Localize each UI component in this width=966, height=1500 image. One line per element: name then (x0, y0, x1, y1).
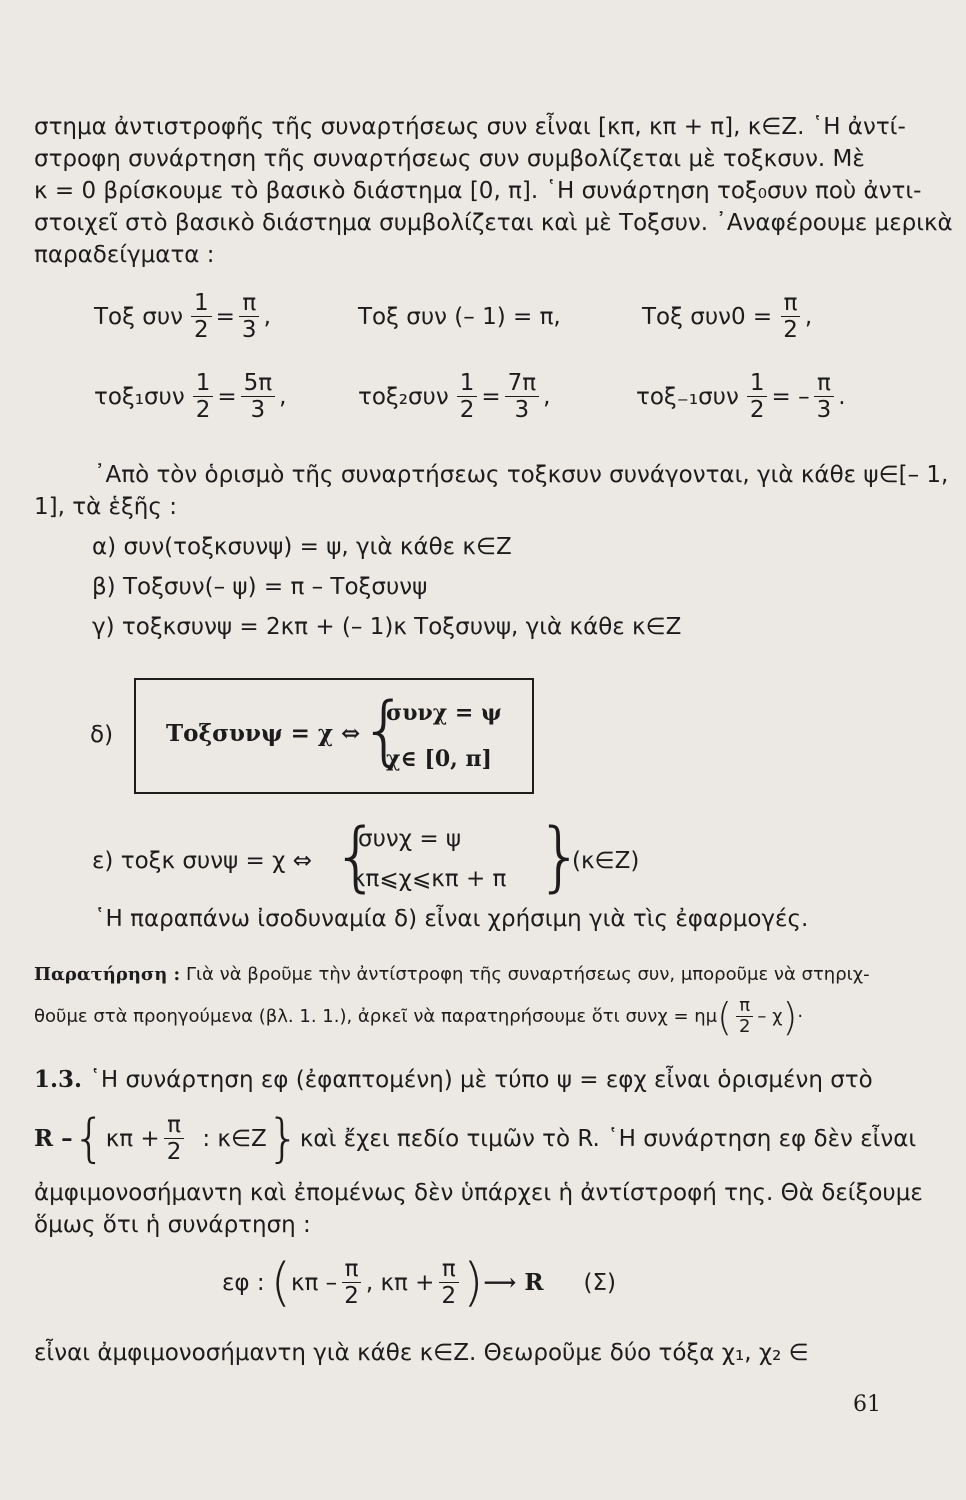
remark-line-1: Παρατήρηση : Γιὰ νὰ βροῦμε τὴν ἀντίστροφη τῆς συναρτήσεως συν, μποροῦμε νὰ στηριχ- (34, 964, 870, 985)
fraction: $\frac{\pi}{3}$ (239, 290, 260, 343)
intro-line-2: στροφη συνάρτηση τῆς συναρτήσεως συν συμβολίζεται μὲ τοξκσυν. Μὲ (34, 146, 865, 172)
example-tox2: τοξ₂συν $\frac{1}{2}$ = $\frac{7\pi}{3}$ , (358, 370, 551, 423)
boxed-lhs: Τοξσυνψ = χ ⇔ (166, 720, 361, 747)
fraction: $\frac{7\pi}{3}$ (505, 370, 539, 423)
epsilon-tag: (κ∈Z) (572, 848, 640, 874)
section-number: 1.3. (34, 1066, 83, 1093)
section-line-4: ὅμως ὅτι ἡ συνάρτηση : (34, 1212, 311, 1238)
boxed-condition-bottom: χ∈ [0, π] (386, 746, 492, 772)
fraction: $\frac{1}{2}$ (191, 290, 212, 343)
intro-line-5: παραδείγματα : (34, 242, 215, 268)
section-domain-line: R – { κπ + $\frac{\pi}{2}$ : κ∈Z } καὶ ἔχει πεδίο τιμῶν τὸ R. ῾Η συνάρτηση εφ δὲν εἶναι (34, 1108, 917, 1169)
right-brace-icon: } (536, 811, 585, 900)
property-c: γ) τοξκσυνψ = 2κπ + (– 1)κ Τοξσυνψ, γιὰ κάθε κ∈Z (92, 614, 682, 640)
property-a: α) συν(τοξκσυνψ) = ψ, γιὰ κάθε κ∈Z (92, 534, 512, 560)
fraction: $\frac{\pi}{2}$ (164, 1112, 185, 1165)
intro-line-1: στημα ἀντιστροφῆς τῆς συναρτήσεως συν εἶναι [κπ, κπ + π], κ∈Z. ῾Η ἀντί- (34, 114, 906, 140)
epsilon-condition-top: συνχ = ψ (358, 826, 462, 852)
intro-line-3: κ = 0 βρίσκουμε τὸ βασικὸ διάστημα [0, π]. ῾Η συνάρτηση τοξ₀συν ποὺ ἀντι- (34, 178, 922, 204)
boxed-condition-top: συνχ = ψ (386, 700, 502, 726)
fraction: $\frac{\pi}{3}$ (814, 370, 835, 423)
section-line-5: εἶναι ἀμφιμονοσήμαντη γιὰ κάθε κ∈Z. Θεωροῦμε δύο τόξα χ₁, χ₂ ∈ (34, 1340, 809, 1366)
boxed-label: δ) (90, 722, 114, 748)
intro-line-4: στοιχεῖ στὸ βασικὸ διάστημα συμβολίζεται καὶ μὲ Τοξσυν. ᾿Αναφέρουμε μερικὰ (34, 210, 953, 236)
remark-label: Παρατήρηση : (34, 964, 181, 985)
example-arccos-minus-one: Τοξ συν (– 1) = π, (358, 304, 561, 330)
fraction: $\frac{\pi}{2}$ (341, 1256, 362, 1309)
section-line-1: 1.3. ῾Η συνάρτηση εφ (ἐφαπτομένη) μὲ τύπο ψ = εφχ εἶναι ὁρισμένη στὸ (34, 1066, 873, 1093)
fraction: $\frac{1}{2}$ (193, 370, 214, 423)
section-line-3: ἀμφιμονοσήμαντη καὶ ἐπομένως δὲν ὑπάρχει ἡ ἀντίστροφή της. Θὰ δείξουμε (34, 1180, 923, 1206)
tan-restriction-map: εφ : ( κπ – $\frac{\pi}{2}$ , κπ + $\frac{\pi}{2}$ ) ⟶ R (Σ) (222, 1252, 616, 1313)
example-arccos-zero: Τοξ συν0 = $\frac{\pi}{2}$ , (642, 290, 813, 343)
epsilon-condition-bottom: κπ⩽χ⩽κπ + π (352, 866, 507, 892)
example-arccos-half: Τοξ συν $\frac{1}{2}$ = $\frac{\pi}{3}$ , (94, 290, 271, 343)
left-brace-icon: { (360, 685, 409, 774)
left-brace-icon: { (332, 811, 381, 900)
fraction: $\frac{1}{2}$ (747, 370, 768, 423)
fraction: $\frac{\pi}{2}$ (780, 290, 801, 343)
fraction: $\frac{\pi}{2}$ (736, 996, 753, 1037)
definition-line-1: ᾿Απὸ τὸν ὁρισμὸ τῆς συναρτήσεως τοξκσυν συνάγονται, γιὰ κάθε ψ∈[– 1, (94, 462, 949, 488)
fraction: $\frac{5\pi}{3}$ (241, 370, 275, 423)
definition-line-2: 1], τὰ ἑξῆς : (34, 494, 177, 520)
property-b: β) Τοξσυν(– ψ) = π – Τοξσυνψ (92, 574, 428, 600)
fraction: $\frac{1}{2}$ (457, 370, 478, 423)
equivalence-note: ῾Η παραπάνω ἰσοδυναμία δ) εἶναι χρήσιμη γιὰ τὶς ἐφαρμογές. (94, 906, 809, 932)
boxed-equivalence (134, 678, 534, 794)
example-tox-minus1: τοξ₋₁συν $\frac{1}{2}$ = – $\frac{\pi}{3}$ . (636, 370, 846, 423)
example-tox1: τοξ₁συν $\frac{1}{2}$ = $\frac{5\pi}{3}$ , (94, 370, 287, 423)
fraction: $\frac{\pi}{2}$ (438, 1256, 459, 1309)
epsilon-lhs: ε) τοξκ συνψ = χ ⇔ (92, 848, 312, 874)
remark-line-2: θοῦμε στὰ προηγούμενα (βλ. 1. 1.), ἀρκεῖ νὰ παρατηρήσουμε ὅτι συνχ = ημ ( $\frac{\pi}{2}$ – χ ) · (34, 994, 804, 1039)
page-number: 61 (853, 1392, 881, 1417)
